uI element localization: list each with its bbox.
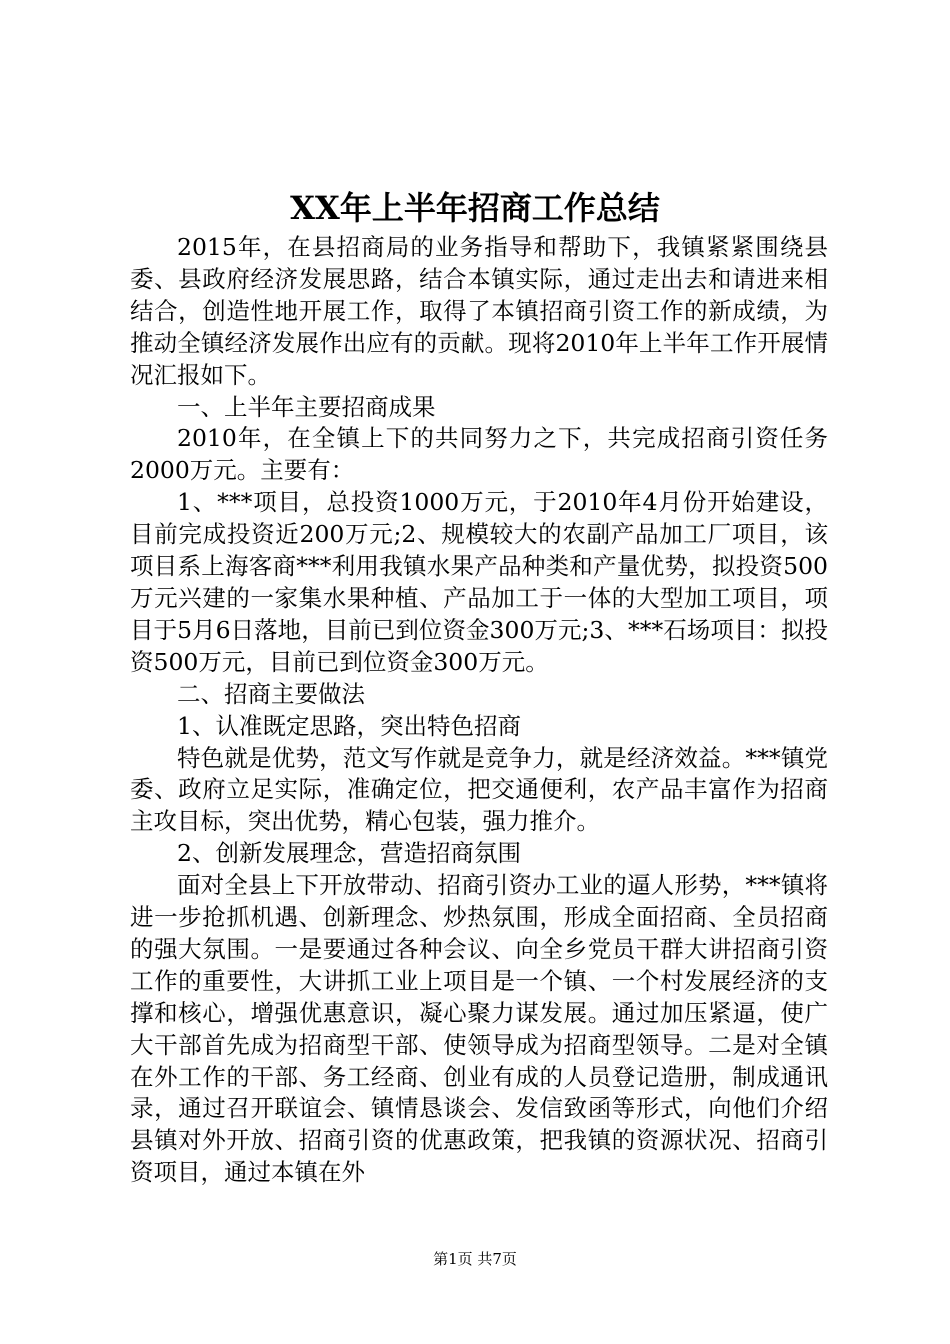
paragraph-achievement-summary: 2010年，在全镇上下的共同努力之下，共完成招商引资任务2000万元。主要有： [130, 424, 828, 485]
page-footer: 第1页 共7页 [433, 1250, 517, 1268]
heading-section-1: 一、上半年主要招商成果 [177, 392, 436, 421]
subheading-method-2: 2、创新发展理念，营造招商氛围 [177, 839, 521, 868]
paragraph-intro: 2015年，在县招商局的业务指导和帮助下，我镇紧紧围绕县委、县政府经济发展思路，结合本镇实际，通过走出去和请进来相结合，创造性地开展工作，取得了本镇招商引资工作的新成绩，为推动全镇经济发展作出应有的贡献。现将2010年上半年工作开展情况汇报如下。 [130, 233, 828, 389]
paragraph-project-list: 1、***项目，总投资1000万元，于2010年4月份开始建设，目前完成投资近200万元;2、规模较大的农副产品加工厂项目，该项目系上海客商***利用我镇水果产品种类和产量优势，拟投资500万元兴建的一家集水果种植、产品加工于一体的大型加工项目，项目于5月6日落地，目前已到位资金300万元;3、***石场项目：拟投资500万元，目前已到位资金300万元。 [130, 488, 828, 676]
document-title: XX年上半年招商工作总结 [290, 189, 660, 227]
subheading-method-1: 1、认准既定思路，突出特色招商 [177, 711, 521, 740]
heading-section-2: 二、招商主要做法 [177, 679, 365, 708]
paragraph-method-1: 特色就是优势，范文写作就是竞争力，就是经济效益。***镇党委、政府立足实际，准确定位，把交通便利，农产品丰富作为招商主攻目标，突出优势，精心包装，强力推介。 [130, 743, 828, 836]
paragraph-method-2: 面对全县上下开放带动、招商引资办工业的逼人形势，***镇将进一步抢抓机遇、创新理念、炒热氛围，形成全面招商、全员招商的强大氛围。一是要通过各种会议、向全乡党员干群大讲招商引资工作的重要性，大讲抓工业上项目是一个镇、一个村发展经济的支撑和核心，增强优惠意识，凝心聚力谋发展。通过加压紧逼，使广大干部首先成为招商型干部、使领导成为招商型领导。二是对全镇在外工作的干部、务工经商、创业有成的人员登记造册，制成通讯录，通过召开联谊会、镇情恳谈会、发信致函等形式，向他们介绍县镇对外开放、招商引资的优惠政策，把我镇的资源状况、招商引资项目，通过本镇在外 [130, 871, 828, 1187]
document-body [130, 232, 828, 1189]
